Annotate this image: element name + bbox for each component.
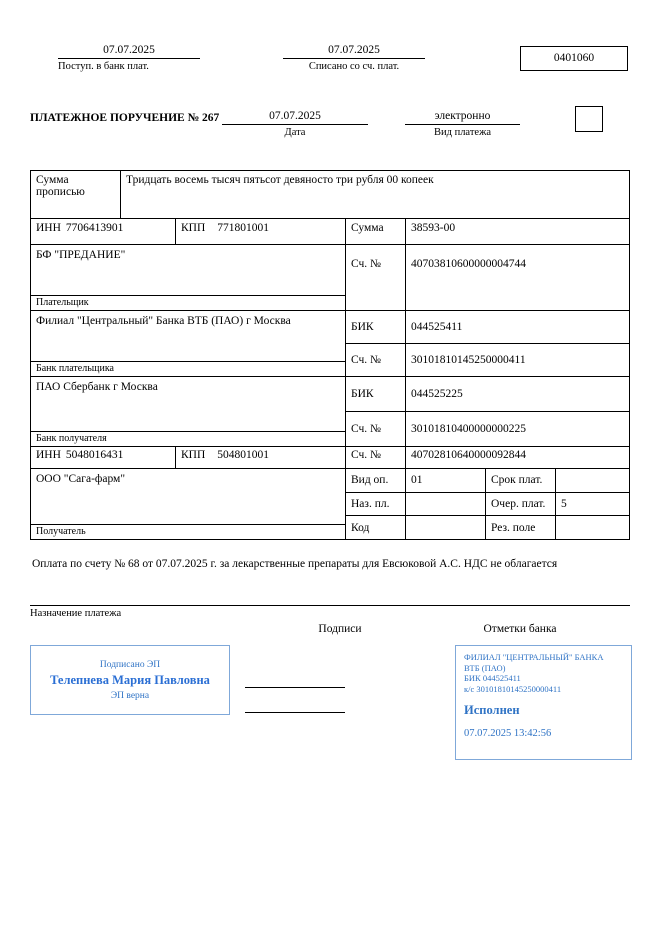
signatures-label: Подписи — [318, 623, 362, 635]
payee-bank-requisites — [346, 377, 629, 446]
document-date: 07.07.2025 — [222, 110, 368, 125]
payer-inn-label: ИНН — [36, 222, 61, 234]
payer-bank-name: Филиал "Центральный" Банка ВТБ (ПАО) г Москва — [36, 315, 291, 327]
purpose-code-row — [346, 493, 629, 517]
payer-bank-account-label: Сч. № — [346, 344, 406, 376]
bank-receive-date-field — [58, 44, 200, 72]
bank-execution-stamp — [455, 645, 632, 760]
signed-by-ep-label: Подписано ЭП — [99, 659, 161, 670]
payer-inn-value: 7706413901 — [65, 222, 124, 234]
document-date-label: Дата — [284, 127, 306, 138]
amount-words-value: Тридцать восемь тысяч пятьсот девяносто три рубля 00 копеек — [126, 174, 434, 186]
payee-bank-account-value: 30101810400000000225 — [411, 423, 526, 435]
bank-marks-label: Отметки банка — [483, 623, 557, 635]
payment-kind-field — [405, 110, 520, 138]
payer-inn-row — [31, 219, 629, 245]
ep-valid-label: ЭП верна — [110, 690, 150, 701]
bank-stamp-branch-line2: ВТБ (ПАО) — [464, 662, 506, 673]
payer-bank-bik-value: 044525411 — [411, 321, 463, 333]
payer-account-value: 40703810600000004744 — [411, 258, 526, 270]
bank-stamp-timestamp: 07.07.2025 13:42:56 — [464, 727, 552, 739]
naz-label: Наз. пл. — [346, 493, 406, 516]
reserve-field-label: Рез. поле — [486, 516, 556, 539]
payee-bank-caption: Банк получателя — [31, 431, 345, 446]
payee-bank-block — [31, 377, 346, 446]
payer-account-label: Сч. № — [346, 245, 406, 310]
amount-words-row — [31, 171, 629, 219]
code-label: Код — [346, 516, 406, 539]
payment-kind-label: Вид платежа — [433, 127, 491, 138]
debited-date-field — [283, 44, 425, 72]
document-title: ПЛАТЕЖНОЕ ПОРУЧЕНИЕ № 267 — [30, 112, 220, 124]
form-code-box: 0401060 — [520, 46, 628, 71]
queue-value: 5 — [561, 498, 567, 510]
payee-bank-row — [31, 377, 629, 447]
payee-bank-account-row — [346, 412, 629, 446]
bank-receive-date-label: Поступ. в банк плат. — [58, 61, 149, 72]
payee-caption: Получатель — [31, 524, 345, 539]
payer-kpp-cell — [176, 219, 346, 244]
op-type-row — [346, 469, 629, 493]
bank-stamp-status: Исполнен — [464, 702, 520, 717]
payment-purpose-block — [30, 538, 630, 619]
payer-row — [31, 245, 629, 311]
payee-bank-name: ПАО Сбербанк г Москва — [36, 381, 158, 393]
payee-bank-bik-row — [346, 377, 629, 412]
bank-stamp-corr-account: к/с 30101810145250000411 — [464, 683, 562, 694]
code-row — [346, 516, 629, 539]
payer-bank-bik-row — [346, 311, 629, 344]
pay-term-label: Срок плат. — [486, 469, 556, 492]
document-date-field — [222, 110, 368, 138]
reserve-box — [575, 106, 603, 132]
payment-purpose-text: Оплата по счету № 68 от 07.07.2025 г. за лекарственные препараты для Евсюковой А.С. НДС не облагается — [30, 538, 630, 606]
payer-bank-account-value: 30101810145250000411 — [411, 354, 526, 366]
signature-line-2 — [245, 712, 345, 713]
code-value — [406, 516, 486, 539]
payee-bank-account-label: Сч. № — [346, 412, 406, 446]
sum-label: Сумма — [346, 219, 406, 244]
payer-bank-requisites — [346, 311, 629, 376]
payee-kpp-cell — [176, 447, 346, 468]
payer-inn-cell — [31, 219, 176, 244]
sum-value: 38593-00 — [411, 222, 456, 234]
payment-order-table — [30, 170, 630, 540]
payer-bank-row — [31, 311, 629, 377]
payee-inn-cell — [31, 447, 176, 468]
payee-bank-bik-value: 044525225 — [411, 388, 463, 400]
payer-block — [31, 245, 346, 310]
payer-caption: Плательщик — [31, 295, 345, 310]
naz-value — [406, 493, 486, 516]
debited-date: 07.07.2025 — [283, 44, 425, 59]
payee-name: ООО "Сага-фарм" — [36, 473, 126, 485]
signature-line-1 — [245, 687, 345, 688]
payer-bank-bik-label: БИК — [346, 311, 406, 343]
op-type-label: Вид оп. — [346, 469, 406, 492]
payee-inn-value: 5048016431 — [65, 449, 124, 461]
payee-inn-label: ИНН — [36, 449, 61, 461]
e-signature-stamp — [30, 645, 230, 715]
op-type-value: 01 — [406, 469, 486, 492]
payment-kind: электронно — [405, 110, 520, 125]
payer-bank-block — [31, 311, 346, 376]
payee-inn-row — [31, 447, 629, 469]
payee-kpp-label: КПП — [181, 449, 206, 461]
payer-kpp-value: 771801001 — [217, 222, 270, 234]
payer-name: БФ "ПРЕДАНИЕ" — [36, 249, 126, 261]
amount-words-label: Сумма прописью — [31, 171, 121, 218]
payer-kpp-label: КПП — [181, 222, 206, 234]
reserve-field-value — [556, 516, 629, 539]
payee-bank-bik-label: БИК — [346, 377, 406, 411]
queue-label: Очер. плат. — [486, 493, 556, 516]
pay-term-value — [556, 469, 629, 492]
signer-name: Телепнева Мария Павловна — [50, 672, 210, 687]
payee-account-value: 40702810640000092844 — [411, 449, 526, 461]
payee-row — [31, 469, 629, 539]
payer-bank-account-row — [346, 344, 629, 376]
bank-receive-date: 07.07.2025 — [58, 44, 200, 59]
payee-operation-grid — [346, 469, 629, 539]
bank-stamp-bik: БИК 044525411 — [464, 673, 521, 684]
debited-date-label: Списано со сч. плат. — [308, 61, 400, 72]
bank-stamp-branch-line1: ФИЛИАЛ "ЦЕНТРАЛЬНЫЙ" БАНКА — [464, 652, 604, 662]
payment-purpose-caption: Назначение платежа — [30, 608, 122, 619]
payer-bank-caption: Банк плательщика — [31, 361, 345, 376]
payee-kpp-value: 504801001 — [217, 449, 270, 461]
payee-block — [31, 469, 346, 539]
payee-account-label: Сч. № — [346, 447, 406, 468]
